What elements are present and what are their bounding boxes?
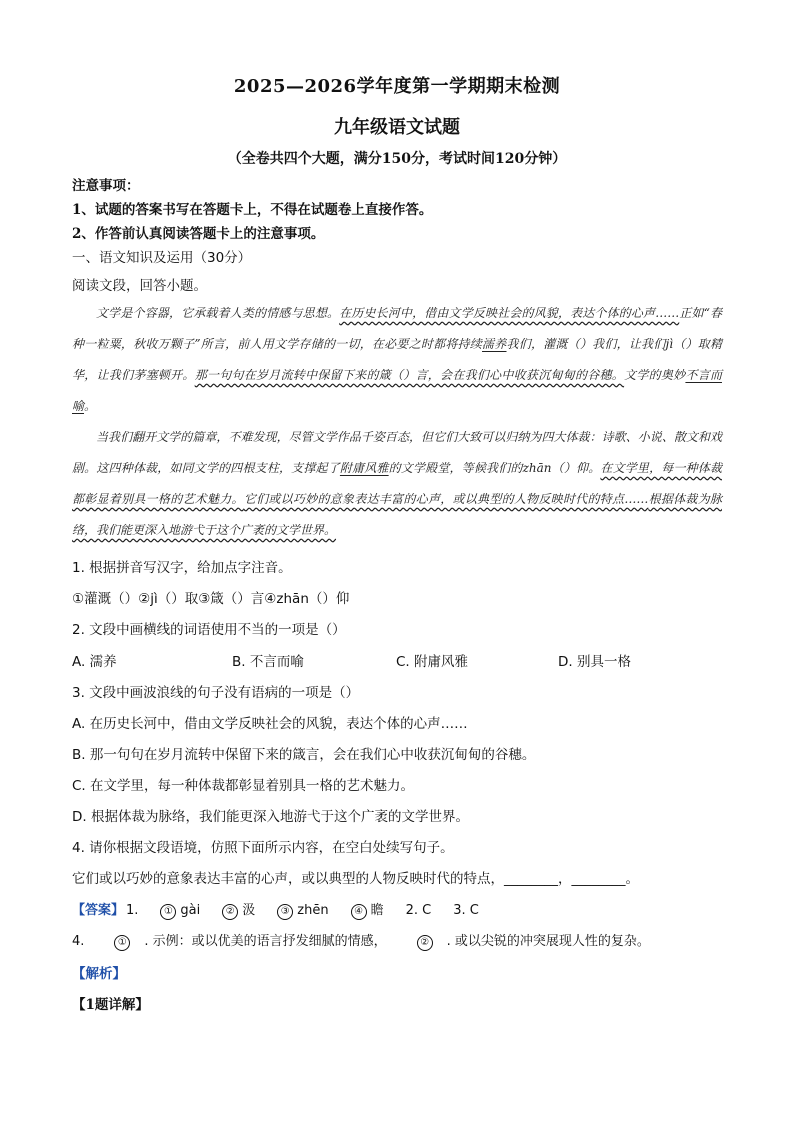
q2-option-d: D. 别具一格 bbox=[558, 654, 631, 670]
underlined-word-a: 濡养 bbox=[482, 337, 507, 351]
analysis-label: 【解析】 bbox=[72, 966, 126, 982]
wavy-sentence-b: 那一句句在岁月流转中保留下来的箴（）言，会在我们心中收获沉甸甸的谷穗。 bbox=[194, 368, 625, 382]
section-intro: 阅读文段，回答小题。 bbox=[72, 278, 207, 294]
exam-subtitle: （全卷共四个大题，满分150分，考试时间120分钟） bbox=[227, 151, 567, 167]
wavy-sentence-e: 根据体裁为脉络，我们能更深入地游弋于这个广袤的文学世界。 bbox=[72, 492, 722, 537]
wavy-sentence-d: 它们或以巧妙的意象表达丰富的心声，或以典型的人物反映时代的特点…… bbox=[243, 492, 649, 506]
circled-number: ④ bbox=[351, 904, 367, 920]
wavy-sentence-a: 在历史长河中，借由文学反映社会的风貌，表达个体的心声…… bbox=[339, 306, 680, 320]
question-4-prompt: 它们或以巧妙的意象表达丰富的心声，或以典型的人物反映时代的特点，________，________。 bbox=[72, 871, 639, 887]
detail-heading-1: 【1题详解】 bbox=[72, 997, 149, 1013]
question-1: 1. 根据拼音写汉字，给加点字注音。 bbox=[72, 560, 292, 576]
q2-option-c: C. 附庸风雅 bbox=[396, 654, 469, 670]
circled-number: ① bbox=[114, 935, 130, 951]
circled-number: ③ bbox=[277, 904, 293, 920]
underlined-word-b: 不言而喻 bbox=[72, 368, 722, 413]
question-4: 4. 请你根据文段语境，仿照下面所示内容，在空白处续写句子。 bbox=[72, 840, 454, 856]
exam-title: 2025—2026学年度第一学期期末检测 bbox=[233, 76, 561, 97]
q3-option-d: D. 根据体裁为脉络，我们能更深入地游弋于这个广袤的文学世界。 bbox=[72, 809, 469, 825]
answer-label: 【答案】 bbox=[72, 903, 125, 918]
notice-item-1: 1、试题的答案书写在答题卡上，不得在试题卷上直接作答。 bbox=[72, 202, 433, 218]
passage-paragraph-2: 当我们翻开文学的篇章，不难发现，尽管文学作品千姿百态，但它们大致可以归纳为四大体裁：诗歌、小说、散文和戏剧。这四种体裁，如同文学的四根支柱，支撑起了附庸风雅的文学殿堂，等候我们的zhān（）仰。在文学里，每一种体裁都彰显着别具一格的艺术魅力。它们或以巧妙的意象表达丰富的心声，或以典型的人物反映时代的特点……根据体裁为脉络，我们能更深入地游弋于这个广袤的文学世界。 bbox=[72, 430, 722, 537]
reading-passage bbox=[72, 298, 722, 546]
answer-line-1: 【答案】 1. ① gài ② 汲 ③ zhēn ④ 瞻 2. C 3. C bbox=[72, 903, 479, 918]
notice-heading: 注意事项： bbox=[72, 178, 140, 194]
q3-option-b: B. 那一句句在岁月流转中保留下来的箴言，会在我们心中收获沉甸甸的谷穗。 bbox=[72, 747, 536, 763]
question-2: 2. 文段中画横线的词语使用不当的一项是（） bbox=[72, 622, 346, 638]
q3-option-a: A. 在历史长河中，借由文学反映社会的风貌，表达个体的心声…… bbox=[72, 716, 468, 732]
q2-option-b: B. 不言而喻 bbox=[232, 654, 304, 670]
wavy-sentence-c: 在文学里，每一种体裁都彰显着别具一格的艺术魅力。 bbox=[72, 461, 722, 506]
circled-number: ① bbox=[160, 904, 176, 920]
circled-number: ② bbox=[222, 904, 238, 920]
notice-item-2: 2、作答前认真阅读答题卡上的注意事项。 bbox=[72, 226, 325, 242]
passage-paragraph-1: 文学是个容器，它承载着人类的情感与思想。在历史长河中，借由文学反映社会的风貌，表达个体的心声……正如“春种一粒粟，秋收万颗子”所言，前人用文学存储的一切，在必要之时都将持续濡养我们，灌溉（）我们，让我们jì（）取精华，让我们茅塞顿开。那一句句在岁月流转中保留下来的箴（）言，会在我们心中收获沉甸甸的谷穗。文学的奥妙不言而喻。 bbox=[72, 306, 722, 413]
question-3: 3. 文段中画波浪线的句子没有语病的一项是（） bbox=[72, 685, 360, 701]
circled-number: ② bbox=[417, 935, 433, 951]
section-heading: 一、语文知识及运用（30分） bbox=[72, 250, 252, 266]
answer-line-4: 4. ① . 示例：或以优美的语言抒发细腻的情感， ② . 或以尖锐的冲突展现人性的复杂。 bbox=[72, 934, 650, 949]
grade-title: 九年级语文试题 bbox=[334, 117, 460, 138]
q2-option-a: A. 濡养 bbox=[72, 654, 117, 670]
q3-option-c: C. 在文学里，每一种体裁都彰显着别具一格的艺术魅力。 bbox=[72, 778, 415, 794]
question-1-items: ①灌溉（）②jì（）取③箴（）言④zhān（）仰 bbox=[72, 591, 350, 607]
underlined-word-c: 附庸风雅 bbox=[339, 461, 389, 475]
